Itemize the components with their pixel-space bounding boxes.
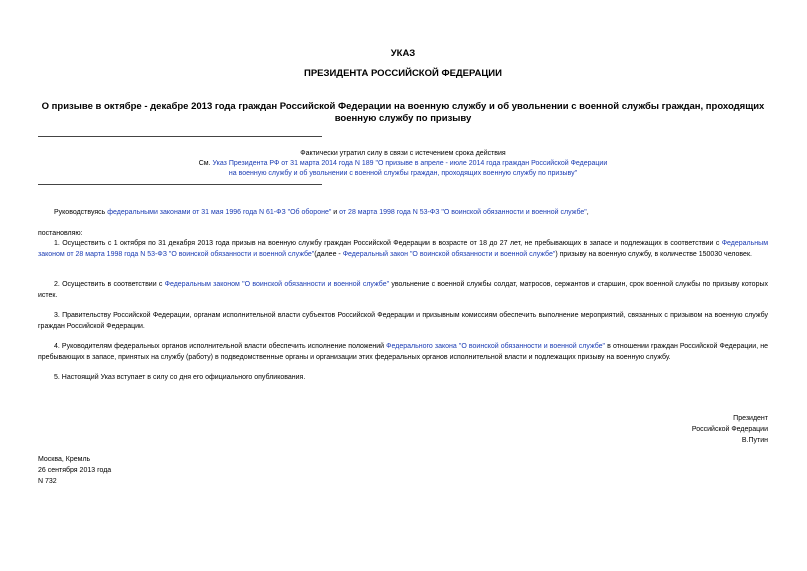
related-decree-link[interactable]: Указ Президента РФ от 31 марта 2014 года N 189 "О призыве в апреле - июле 2014 года граждан Российской Федерации <box>212 160 608 167</box>
divider-bottom <box>38 184 322 185</box>
law-link-p2[interactable]: Федеральным законом "О воинской обязанности и военной службе" <box>164 281 390 288</box>
law-link-p4[interactable]: Федерального закона "О воинской обязанности и военной службе" <box>386 343 606 350</box>
law-link-p1-short[interactable]: Федеральный закон "О воинской обязанности и военной службе" <box>342 250 556 258</box>
doc-title: О призыве в октябре - декабре 2013 года граждан Российской Федерации на военную службу и об увольнении с военной службы граждан, проходящих военную службу по призыву <box>41 101 765 124</box>
paragraph-3: 3. Правительству Российской Федерации, органам исполнительной власти субъектов Российской Федерации и призывным комиссиям обеспечить выполнение мероприятий, связанных с призывом на военную службу граждан Российской Федерации. <box>38 312 768 330</box>
status-note-see: См. Указ Президента РФ от 31 марта 2014 года N 189 "О призыве в апреле - июле 2014 года граждан Российской Федерации <box>198 160 608 167</box>
signature-org: Российской Федерации <box>691 426 768 433</box>
signature-name: В.Путин <box>741 437 768 444</box>
signature-block <box>692 413 768 446</box>
issue-place: Москва, Кремль <box>38 456 91 463</box>
issue-details <box>38 454 111 487</box>
status-note-text: Фактически утратил силу в связи с истечением срока действия <box>300 150 506 157</box>
preamble: Руководствуясь федеральными законами от 31 мая 1996 года N 61-ФЗ "Об обороне" и от 28 марта 1998 года N 53-ФЗ "О воинской обязанности и военной службе", <box>54 209 589 216</box>
issuer-heading: ПРЕЗИДЕНТА РОССИЙСКОЙ ФЕДЕРАЦИИ <box>304 68 502 79</box>
paragraph-5: 5. Настоящий Указ вступает в силу со дня его официального опубликования. <box>54 374 306 381</box>
law-link-defense[interactable]: федеральными законами от 31 мая 1996 года N 61-ФЗ "Об обороне" <box>107 209 332 216</box>
law-link-military-service[interactable]: от 28 марта 1998 года N 53-ФЗ "О воинской обязанности и военной службе" <box>339 209 587 216</box>
paragraph-2: 2. Осуществить в соответствии с Федеральным законом "О воинской обязанности и военной службе" увольнение с военной службы солдат, матросов, сержантов и старшин, срок военной службы по призыву которых истек. <box>38 281 768 299</box>
status-note <box>38 149 768 179</box>
divider-top <box>38 136 322 137</box>
paragraph-1: 1. Осуществить с 1 октября по 31 декабря 2013 года призыв на военную службу граждан Российской Федерации в возрасте от 18 до 27 лет, не пребывающих в запасе и подлежащих в соответствии с Федеральным законом от 28 марта 1998 года N 53-ФЗ "О воинской обязанности и военной службе"(далее - Федеральный закон "О воинской обязанности и военной службе") призыву на военную службу, в количестве 150030 человек. <box>38 240 768 258</box>
signature-title: Президент <box>733 415 768 422</box>
related-decree-link-cont[interactable]: на военную службу и об увольнении с военной службы граждан, проходящих военную службу по призыву" <box>228 170 578 177</box>
issue-date: 26 сентября 2013 года <box>38 467 112 474</box>
paragraph-4: 4. Руководителям федеральных органов исполнительной власти обеспечить исполнение положений Федерального закона "О воинской обязанности и военной службе" в отношении граждан Российской Федерации, не пребывающих в запасе, принятых на службу (работу) в подведомственные органы и организации этих федеральных органов исполнительной власти и подлежащих призыву на военную службу. <box>38 343 769 361</box>
law-link-p1[interactable]: Федеральным законом от 28 марта 1998 года N 53-ФЗ "О воинской обязанности и военной службе" <box>38 240 768 258</box>
doc-type-heading: УКАЗ <box>390 48 416 59</box>
decree-word: постановляю: <box>38 230 83 237</box>
issue-number: N 732 <box>38 478 57 485</box>
